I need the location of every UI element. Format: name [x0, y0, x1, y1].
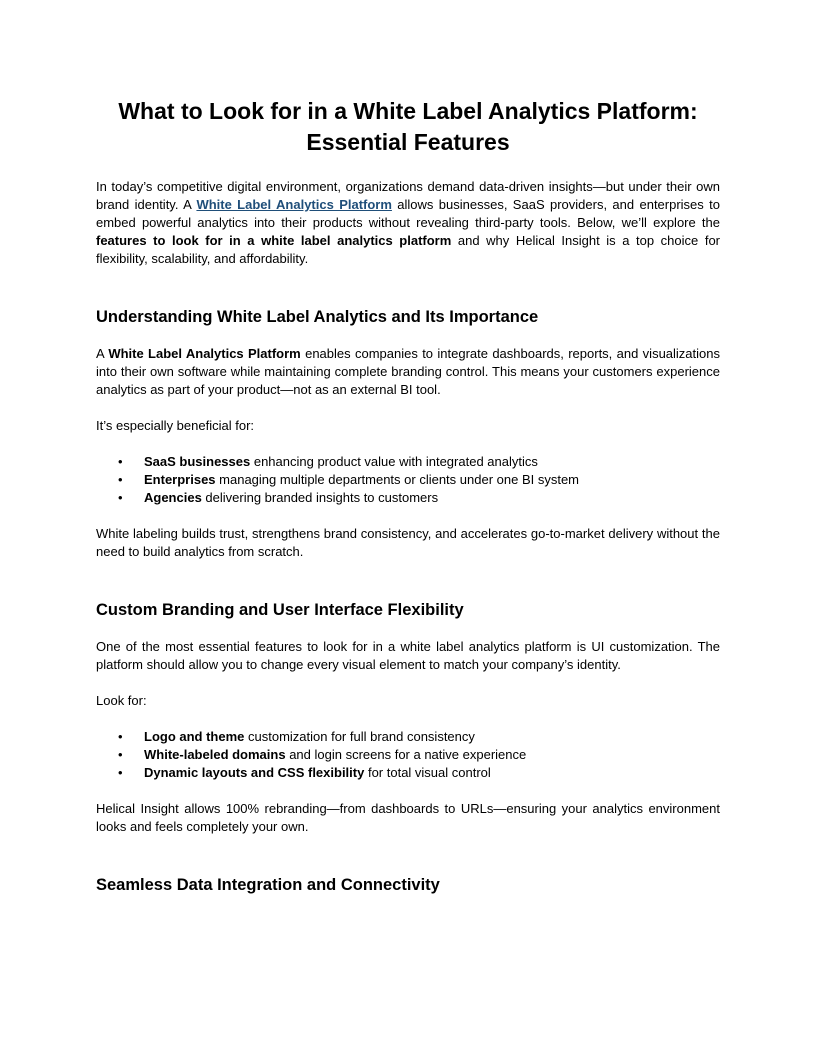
- list-item: [96, 453, 720, 471]
- list-item-text: and login screens for a native experience: [285, 747, 527, 762]
- list-item-text: managing multiple departments or clients under one BI system: [215, 472, 580, 487]
- list-item-bold: SaaS businesses: [144, 454, 251, 469]
- bullet-icon: •: [118, 729, 123, 744]
- list-item: [96, 764, 720, 782]
- section1-bullet-list: [96, 453, 720, 507]
- list-item-bold: Dynamic layouts and CSS flexibility: [144, 765, 365, 780]
- intro-bold-text: features to look for in a white label analytics platform: [96, 233, 452, 248]
- list-item: [96, 471, 720, 489]
- list-item-bold: Enterprises: [144, 472, 216, 487]
- list-item-bold: Logo and theme: [144, 729, 245, 744]
- bullet-icon: •: [118, 490, 123, 505]
- section-heading-understanding: Understanding White Label Analytics and Its Importance: [96, 308, 539, 326]
- section2-paragraph-1: One of the most essential features to look for in a white label analytics platform is UI customization. The platform should allow you to change every visual element to match your company’s identity.: [96, 639, 720, 672]
- list-item-text: for total visual control: [364, 765, 491, 780]
- section1-p1-bold: White Label Analytics Platform: [108, 346, 301, 361]
- white-label-analytics-link[interactable]: White Label Analytics Platform: [196, 197, 392, 212]
- list-item-bold: Agencies: [144, 490, 202, 505]
- intro-text-2: allows businesses, SaaS providers, and enterprises to embed powerful analytics into their products without revealing third-party tools. Below, we’ll explore the: [96, 197, 720, 230]
- document-title: [96, 96, 720, 158]
- section1-paragraph-1: [96, 345, 720, 399]
- section2-paragraph-2: Look for:: [96, 693, 147, 708]
- section-heading-data-integration: Seamless Data Integration and Connectivity: [96, 876, 440, 894]
- intro-paragraph: [96, 178, 720, 268]
- list-item: [96, 728, 720, 746]
- section1-paragraph-2: It’s especially beneficial for:: [96, 418, 255, 433]
- list-item-bold: White-labeled domains: [144, 747, 286, 762]
- intro-text-1: In today’s competitive digital environment, organizations demand data-driven insights—but under their own brand identity. A: [96, 179, 720, 212]
- bullet-icon: •: [118, 454, 123, 469]
- section2-paragraph-3: Helical Insight allows 100% rebranding—from dashboards to URLs—ensuring your analytics environment looks and feels completely your own.: [96, 801, 720, 834]
- bullet-icon: •: [118, 747, 123, 762]
- title-line-2: Essential Features: [306, 129, 510, 155]
- list-item-text: delivering branded insights to customers: [201, 490, 439, 505]
- bullet-icon: •: [118, 472, 123, 487]
- section1-paragraph-3: White labeling builds trust, strengthens brand consistency, and accelerates go-to-market delivery without the need to build analytics from scratch.: [96, 526, 720, 559]
- section-heading-custom-branding: Custom Branding and User Interface Flexibility: [96, 601, 464, 619]
- bullet-icon: •: [118, 765, 123, 780]
- intro-text-3: and why Helical Insight is a top choice for flexibility, scalability, and affordability.: [96, 233, 720, 266]
- section1-p1-start: A: [96, 346, 109, 361]
- list-item-text: customization for full brand consistency: [244, 729, 475, 744]
- list-item: [96, 489, 720, 507]
- list-item: [96, 746, 720, 764]
- document-page: [96, 96, 720, 913]
- title-line-1: What to Look for in a White Label Analytics Platform:: [118, 98, 698, 124]
- section1-p1-rest: enables companies to integrate dashboards, reports, and visualizations into their own software while maintaining complete branding control. This means your customers experience analytics as part of your product—not as an external BI tool.: [96, 346, 720, 397]
- section2-bullet-list: [96, 728, 720, 782]
- list-item-text: enhancing product value with integrated analytics: [250, 454, 538, 469]
